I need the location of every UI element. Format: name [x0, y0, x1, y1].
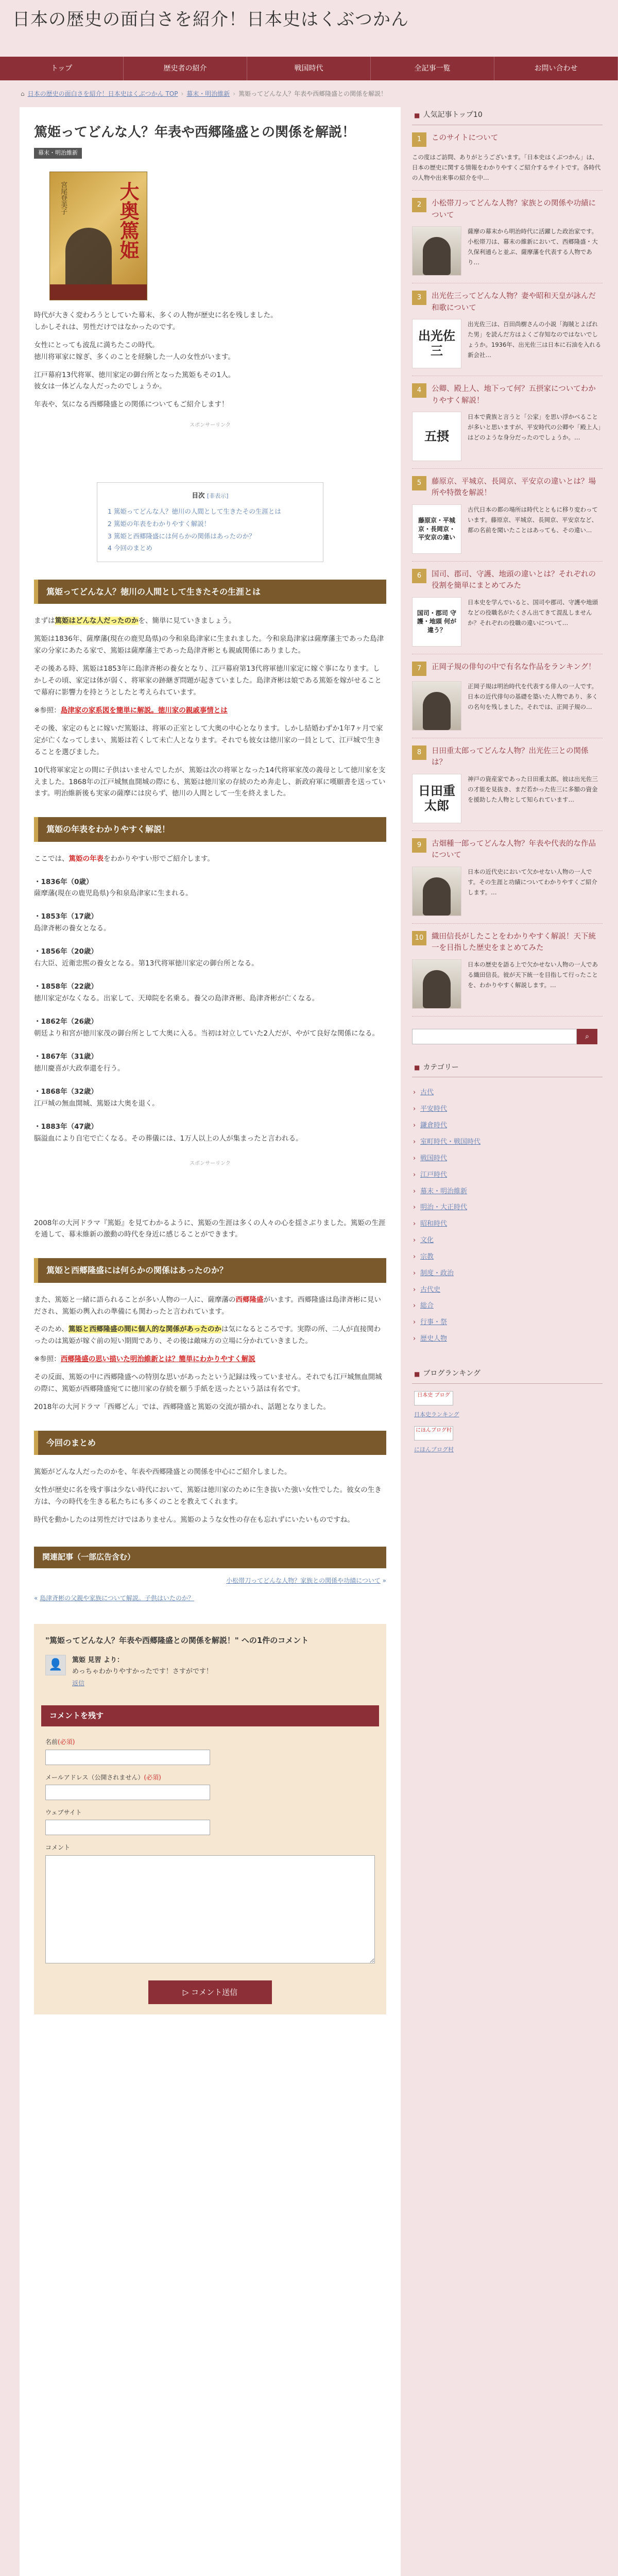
category-badge[interactable]: 幕末・明治維新 — [34, 148, 82, 159]
ranking-item[interactable] — [412, 931, 603, 1016]
comment-author: 篤姫 見習 より： — [72, 1656, 124, 1664]
category-list — [412, 1084, 603, 1347]
reference-note: ※参照：西郷隆盛の思い描いた明治維新とは？簡単にわかりやすく解説 — [34, 1355, 255, 1364]
book-author: 宮尾登美子 — [59, 181, 67, 215]
rank-title[interactable]: 古畑種一郎ってどんな人物？年表や代表的な作品について — [432, 839, 596, 860]
category-item[interactable] — [412, 1298, 603, 1314]
rank-number: 9 — [412, 838, 426, 853]
rank-title[interactable]: 藤原京、平城京、長岡京、平安京の違いとは？場所や特徴を解説！ — [432, 477, 596, 498]
blogrank-heading: ■ ブログランキング — [412, 1366, 603, 1384]
timeline-event: 江戸城の無血開城、篤姫は大奥を退く。 — [34, 1099, 159, 1108]
category-link[interactable]: 平安時代 — [420, 1105, 448, 1113]
paragraph: ここでは、篤姫の年表をわかりやすい形でご紹介します。 — [34, 854, 214, 863]
section-heading: 篤姫の年表をわかりやすく解説！ — [34, 817, 386, 841]
category-item[interactable] — [412, 1282, 603, 1298]
paragraph: 篤姫がどんな人だったのかを、年表や西郷隆盛との関係を中心にご紹介しました。 — [34, 1468, 291, 1477]
submit-comment-button[interactable]: ▷ コメント送信 — [148, 1980, 272, 2004]
rank-excerpt: 古代日本の都の場所は時代とともに移り変わっています。藤原京、平城京、長岡京、平安京など、都の名前を聞いたことはあっても、その違い… — [468, 505, 598, 534]
rank-number: 6 — [412, 569, 426, 583]
paragraph: その後ある時、篤姫は1853年に島津斉彬の養女となり、江戸幕府第13代将軍徳川家定に嫁ぐ事になります。しかしその頃、家定は体が弱く、将軍家の跡継ぎ問題が起きていました。島津斉彬は娘である篤姫を嫁がせることで幕府に影響力を持とうとしたと考えられています。 — [34, 665, 382, 697]
article — [20, 107, 401, 2576]
rank-title[interactable]: 正岡子規の俳句の中で有名な作品をランキング！ — [432, 663, 596, 671]
category-link[interactable]: 古代 — [420, 1089, 434, 1097]
book-band — [50, 284, 147, 300]
category-item[interactable] — [412, 1150, 603, 1167]
paragraph: その反面、篤姫の中に西郷隆盛への特別な思いがあったという記録は残っていません。それでも江戸城無血開城の際に、篤姫が西郷隆盛宛てに徳川家の存続を願う手紙を送ったという話は有名です。 — [34, 1373, 382, 1394]
timeline-year: ・1853年（17歳） — [34, 912, 98, 921]
breadcrumb-home[interactable]: 日本の歴史の面白さを紹介！日本史はくぶつかん TOP — [27, 90, 178, 97]
category-link[interactable]: 戦国時代 — [420, 1154, 448, 1162]
category-link[interactable]: 制度・政治 — [420, 1269, 454, 1277]
search-icon: ⌕ — [585, 1032, 589, 1041]
ad-space — [34, 437, 386, 473]
comment-body: めっちゃわかりやすかったです！さすがです！ — [72, 1667, 213, 1675]
rank-excerpt: 日本の歴史を語る上で欠かせない人物の一人である織田信長。彼が天下統一を目指して行ったことを、わかりやすく解説します。… — [468, 960, 598, 989]
blogrank-badge[interactable]: 日本史 ブログ — [414, 1391, 453, 1405]
rank-title[interactable]: 出光佐三ってどんな人物？妻や昭和天皇が詠んだ和歌について — [432, 292, 596, 312]
bookmark-icon: ■ — [414, 111, 420, 119]
related-posts: 関連記事（一部広告含む） 小松帯刀ってどんな人物？家族との関係や功績について » « 島津斉彬の父親や家族について解説。子供はいたのか？ — [34, 1547, 386, 1603]
rank-title[interactable]: 国司、郡司、守護、地頭の違いとは？それぞれの役割を簡単にまとめてみた — [432, 570, 596, 590]
portrait-thumbnail[interactable] — [412, 959, 461, 1009]
category-link[interactable]: 歴史人物 — [420, 1335, 448, 1343]
timeline-year: ・1836年（0歳） — [34, 877, 93, 886]
paragraph: まずは篤姫はどんな人だったのかを、簡単に見ていきましょう。 — [34, 617, 236, 625]
category-link[interactable]: 総合 — [420, 1302, 434, 1310]
text-thumbnail[interactable]: 国司・郡司 守護・地頭 何が違う？ — [412, 597, 461, 647]
paragraph: 10代将軍家定との間に子供はいませんでしたが、篤姫は次の将軍となった14代将軍家茂の義母として徳川家を支えました。1868年の江戸城無血開城の際にも、篤姫は徳川家の存続のため奔走し、新政府軍に嘆願書を送っています。明治維新後も実家の薩摩には戻らず、徳川の人間として一生を終えました。 — [34, 766, 386, 798]
ranking-item[interactable] — [412, 198, 603, 283]
timeline-event: 島津斉彬の養女となる。 — [34, 924, 111, 933]
email-input[interactable] — [45, 1785, 210, 1800]
paragraph: その後、家定のもとに嫁いだ篤姫は、将軍の正室として大奥の中心となります。しかし結婚わずか1年7ヶ月で家定が亡くなってしまい、篤姫は若くして未亡人となります。それでも彼女は徳川家の一員として、江戸城で生きることを選びました。 — [34, 724, 383, 756]
rank-excerpt: 正岡子規は明治時代を代表する俳人の一人です。日本の近代俳句の基礎を築いた人物であり、多くの名句を残しました。それでは、正岡子規の… — [468, 682, 598, 711]
email-label: メールアドレス（公開されません）(必須) — [45, 1773, 161, 1781]
category-link[interactable]: 行事・祭 — [420, 1318, 448, 1327]
search-input[interactable] — [412, 1029, 577, 1044]
content-wrap — [15, 80, 603, 1997]
nav-contact[interactable]: お問い合わせ — [494, 57, 618, 80]
blogrank-link[interactable]: にほんブログ村 — [414, 1446, 454, 1453]
sidebar — [412, 107, 603, 1455]
paragraph: 女性が歴史に名を残す事は少ない時代において、篤姫は徳川家のために生き抜いた強い女性でした。彼女の生き方は、今の時代を生きる私たちにも多くのことを教えてくれます。 — [34, 1486, 382, 1506]
ranking-heading: ■ 人気記事トップ10 — [412, 107, 603, 125]
timeline-year: ・1868年（32歳） — [34, 1087, 98, 1096]
divider — [412, 190, 603, 191]
category-item[interactable] — [412, 1199, 603, 1216]
toc-toggle[interactable]: [非表示] — [207, 493, 229, 500]
ad-space — [34, 1175, 386, 1211]
category-link[interactable]: 文化 — [420, 1236, 434, 1245]
category-link[interactable]: 江戸時代 — [420, 1171, 448, 1179]
sponsor-label: スポンサーリンク — [190, 422, 231, 429]
portrait-thumbnail[interactable] — [412, 681, 461, 731]
text-thumbnail[interactable]: 藤原京・平城京・長岡京・平安京の違い — [412, 504, 461, 554]
divider — [412, 923, 603, 924]
ranking-item[interactable] — [412, 838, 603, 924]
text-thumbnail[interactable]: 日田重太郎 — [412, 774, 461, 823]
comments-section — [34, 1624, 386, 2014]
reference-link[interactable]: 西郷隆盛の思い描いた明治維新とは？簡単にわかりやすく解説 — [60, 1355, 255, 1364]
rank-title[interactable]: 織田信長がしたことをわかりやすく解説！天下統一を目指した歴史をまとめてみた — [432, 932, 596, 953]
section-heading: 今回のまとめ — [34, 1431, 386, 1455]
website-label: ウェブサイト — [45, 1809, 82, 1817]
rank-number: 5 — [412, 476, 426, 490]
sponsor-label: スポンサーリンク — [190, 1160, 231, 1166]
search-button[interactable] — [577, 1029, 597, 1044]
paragraph: 篤姫は1836年、薩摩藩(現在の鹿児島県)の今和泉島津家に生まれました。今和泉島津家は薩摩藩主であった島津家の分家にあたる家で、篤姫は薩摩藩主であった島津斉彬とも親戚関係にありました。 — [34, 635, 384, 655]
rank-number: 2 — [412, 198, 426, 212]
timeline-event: 朝廷より和宮が徳川家茂の御台所として大奥に入る。当初は対立していた2人だが、やがて良好な関係になる。 — [34, 1029, 380, 1038]
related-title: 関連記事（一部広告含む） — [34, 1547, 386, 1568]
comment-label: コメント — [45, 1844, 71, 1852]
rank-excerpt: 日本の近代史において欠かせない人物の一人です。その生涯と功績についてわかりやすくご紹介します。… — [468, 868, 597, 896]
site-title[interactable]: 日本の歴史の面白さを紹介！日本史はくぶつかん — [12, 9, 409, 30]
folder-icon: ■ — [414, 1064, 420, 1072]
next-post-link[interactable]: 小松帯刀ってどんな人物？家族との関係や功績について — [226, 1577, 381, 1584]
rank-excerpt: 神戸の資産家であった日田重太郎。彼は出光佐三の才能を見抜き、まだ若かった佐三に多額の資金を援助した人物として知られています… — [468, 775, 598, 804]
rank-title[interactable]: 小松帯刀ってどんな人物？家族との関係や功績について — [432, 199, 596, 219]
category-item[interactable] — [412, 1216, 603, 1232]
portrait-figure — [65, 228, 112, 290]
nav-people[interactable]: 歴史者の紹介 — [124, 57, 247, 80]
paragraph: 2008年の大河ドラマ『篤姫』を見てわかるように、篤姫の生涯は多くの人々の心を揺さぶりました。篤姫の生涯を通して、幕末維新の激動の時代を身近に感じることができます。 — [34, 1218, 386, 1239]
comment-form-heading: コメントを残す — [41, 1705, 379, 1727]
rank-excerpt: 出光佐三は、百田尚樹さんの小説「海賊とよばれた男」を読んだ方はよくご存知なのではないでしょうか。1936年、出光佐三は日本に石油を入れる新会社… — [468, 320, 602, 359]
section-heading: 篤姫と西郷隆盛には何らかの関係はあったのか？ — [34, 1258, 386, 1282]
blogrank-link[interactable]: 日本史ランキング — [414, 1411, 459, 1418]
toc-item[interactable]: 1 篤姫ってどんな人？徳川の人間として生きたその生涯とは — [108, 507, 281, 516]
category-item[interactable] — [412, 1249, 603, 1265]
breadcrumb-category[interactable]: 幕末・明治維新 — [186, 90, 230, 97]
intro-text: 江戸幕府13代将軍、徳川家定の御台所となった篤姫もその1人。 彼女は一体どんな人だったのでしょうか。 — [34, 370, 235, 391]
category-link[interactable]: 室町時代・戦国時代 — [420, 1138, 481, 1146]
category-item[interactable] — [412, 1331, 603, 1347]
category-item[interactable] — [412, 1314, 603, 1331]
category-link[interactable]: 昭和時代 — [420, 1220, 448, 1228]
paragraph: 時代を動かしたのは男性だけではありません。篤姫のような女性の存在も忘れずにいたいものですね。 — [34, 1516, 354, 1524]
timeline-event: 薩摩藩(現在の鹿児島県)今和泉島津家に生まれる。 — [34, 889, 193, 898]
rank-number: 4 — [412, 383, 426, 398]
ranking-item[interactable] — [412, 291, 603, 376]
category-item[interactable] — [412, 1134, 603, 1150]
divider — [412, 561, 603, 562]
ranking-item[interactable] — [412, 132, 603, 191]
timeline-year: ・1856年（20歳） — [34, 947, 98, 956]
toc-item[interactable]: 2 篤姫の年表をわかりやすく解説！ — [108, 519, 211, 528]
text-thumbnail[interactable]: 五摂 — [412, 412, 461, 461]
category-item[interactable] — [412, 1265, 603, 1282]
chart-icon: ■ — [414, 1370, 420, 1378]
timeline-event: 脳溢血により自宅で亡くなる。その葬儀には、1万人以上の人が集まったと言われる。 — [34, 1134, 303, 1143]
timeline-event: 徳川慶喜が大政奉還を行う。 — [34, 1064, 125, 1073]
portrait-thumbnail[interactable] — [412, 226, 461, 276]
website-input[interactable] — [45, 1820, 210, 1835]
rank-number: 3 — [412, 291, 426, 305]
name-input[interactable] — [45, 1750, 210, 1765]
rank-title[interactable]: このサイトについて — [432, 133, 499, 142]
text-thumbnail[interactable]: 出光佐三 — [412, 319, 461, 368]
timeline-event: 徳川家定がなくなる。出家して、天璋院を名乗る。養父の島津斉彬、島津斉彬が亡くなる。 — [34, 994, 319, 1003]
reference-note: ※参照：島津家の家系図を簡単に解説。徳川家の親戚事情とは — [34, 706, 228, 715]
toc-item[interactable]: 3 篤姫と西郷隆盛には何らかの関係はあったのか？ — [108, 532, 255, 540]
prev-post-link[interactable]: 島津斉彬の父親や家族について解説。子供はいたのか？ — [40, 1594, 194, 1602]
breadcrumb-separator: › — [233, 90, 236, 97]
paragraph: 2018年の大河ドラマ「西郷どん」では、西郷隆盛と篤姫の交流が描かれ、話題となりました。 — [34, 1403, 331, 1412]
global-nav — [0, 57, 618, 80]
category-item[interactable] — [412, 1232, 603, 1249]
name-label: 名前(必須) — [45, 1738, 75, 1746]
blogrank-badge[interactable]: にほんブログ村 — [414, 1426, 453, 1440]
rank-excerpt: 日本史を学んでいると、国司や郡司、守護や地頭などの役職名がたくさん出てきて混乱しませんか？それぞれの役職の違いについて… — [468, 598, 598, 627]
paragraph: そのため、篤姫と西郷隆盛の間に個人的な関係があったのかは気になるところです。実際の所、二人が直接関わったのは篤姫が嫁ぐ前の短い期間であり、その後は敵味方の立場に分かれていきました。 — [34, 1325, 381, 1346]
timeline-event: 右大臣、近衛忠煕の養女となる。第13代将軍徳川家定の御台所となる。 — [34, 959, 259, 968]
timeline — [34, 876, 386, 1145]
category-link[interactable]: 明治・大正時代 — [420, 1204, 468, 1212]
reference-link[interactable]: 島津家の家系図を簡単に解説。徳川家の親戚事情とは — [60, 706, 228, 715]
ranking-item[interactable] — [412, 476, 603, 562]
rank-number: 7 — [412, 662, 426, 676]
portrait-thumbnail[interactable] — [412, 867, 461, 916]
intro-text: 年表や、気になる西郷隆盛との関係についてもご紹介します！ — [34, 400, 229, 409]
category-item[interactable] — [412, 1183, 603, 1200]
toc-title: 目次 [非表示] — [192, 492, 229, 500]
reply-link[interactable]: 返信 — [72, 1680, 85, 1687]
home-icon: ⌂ — [21, 90, 25, 97]
site-header — [0, 0, 618, 57]
rank-title[interactable]: 日田重太郎ってどんな人物？出光佐三との関係は？ — [432, 747, 589, 767]
category-item[interactable] — [412, 1084, 603, 1101]
search-form — [412, 1029, 603, 1044]
rank-number: 10 — [412, 931, 426, 945]
category-item[interactable] — [412, 1117, 603, 1134]
ranking-item[interactable] — [412, 662, 603, 738]
breadcrumb-current: 篤姫ってどんな人？年表や西郷隆盛との関係を解説！ — [238, 90, 387, 97]
paragraph: また、篤姫と一緒に語られることが多い人物の一人に、薩摩藩の西郷隆盛がいます。西郷隆盛は島津斉彬に見いだされ、篤姫の輿入れの準備にも関わったと言われています。 — [34, 1295, 381, 1316]
category-link[interactable]: 古代史 — [420, 1285, 441, 1294]
rank-excerpt: この度はご訪問、ありがとうございます。「日本史はくぶつかん」は、日本の歴史に関する情報をわかりやすくご紹介するサイトです。各時代の人物や出来事の紹介を中… — [412, 153, 601, 182]
intro-text: 時代が大きく変わろうとしていた幕末、多くの人物が歴史に名を残しました。 しかしそれは、男性だけではなかったのです。 — [34, 311, 278, 331]
comment-textarea[interactable] — [45, 1855, 375, 1963]
book-title: 大奥篤姫 — [116, 181, 140, 260]
rank-excerpt: 薩摩の幕末から明治時代に活躍した政治家です。小松帯刀は、幕末の維新において、西郷隆盛・大久保利通らと並ぶ、薩摩藩を代表する人物であり… — [468, 228, 598, 266]
post-title: 篤姫ってどんな人？年表や西郷隆盛との関係を解説！ — [34, 125, 356, 140]
comments-title: "篤姫ってどんな人？年表や西郷隆盛との関係を解説！" への1件のコメント — [45, 1636, 309, 1646]
avatar-icon: 👤 — [45, 1655, 66, 1675]
timeline-year: ・1867年（31歳） — [34, 1052, 98, 1061]
rank-number: 8 — [412, 745, 426, 760]
comment-item — [45, 1655, 375, 1690]
ranking-item[interactable] — [412, 569, 603, 654]
category-link[interactable]: 幕末・明治維新 — [420, 1187, 468, 1195]
table-of-contents — [97, 482, 323, 562]
ranking-item[interactable] — [412, 745, 603, 831]
timeline-year: ・1883年（47歳） — [34, 1122, 98, 1131]
divider — [412, 468, 603, 469]
category-link[interactable]: 宗教 — [420, 1252, 434, 1261]
toc-item[interactable]: 4 今回のまとめ — [108, 544, 152, 552]
rank-title[interactable]: 公卿、殿上人、地下って何？五摂家についてわかりやすく解説！ — [432, 385, 596, 405]
blog-ranking — [412, 1366, 603, 1455]
breadcrumb-separator: › — [181, 90, 184, 97]
intro-text: 女性にとっても波乱に満ちたこの時代。 徳川将軍家に嫁ぎ、多くのことを経験した一人の女性がいます。 — [34, 341, 235, 361]
section-heading: 篤姫ってどんな人？徳川の人間として生きたその生涯とは — [34, 580, 386, 604]
category-item[interactable] — [412, 1167, 603, 1183]
rank-excerpt: 日本で貴族と言うと「公家」を思い浮かべることが多いと思いますが、平安時代の公卿や「殿上人」はどのような身分だったのでしょうか。… — [468, 413, 601, 442]
book-cover-image — [49, 172, 147, 300]
ranking-list — [412, 132, 603, 1016]
category-link[interactable]: 鎌倉時代 — [420, 1122, 448, 1130]
nav-sengoku[interactable]: 戦国時代 — [247, 57, 371, 80]
nav-all-posts[interactable]: 全記事一覧 — [371, 57, 494, 80]
nav-top[interactable]: トップ — [0, 57, 124, 80]
timeline-year: ・1858年（22歳） — [34, 982, 98, 991]
breadcrumb — [15, 80, 603, 107]
timeline-year: ・1862年（26歳） — [34, 1018, 98, 1026]
category-item[interactable] — [412, 1101, 603, 1117]
rank-number: 1 — [412, 132, 426, 147]
category-heading: ■ カテゴリー — [412, 1060, 603, 1078]
ranking-item[interactable] — [412, 383, 603, 469]
